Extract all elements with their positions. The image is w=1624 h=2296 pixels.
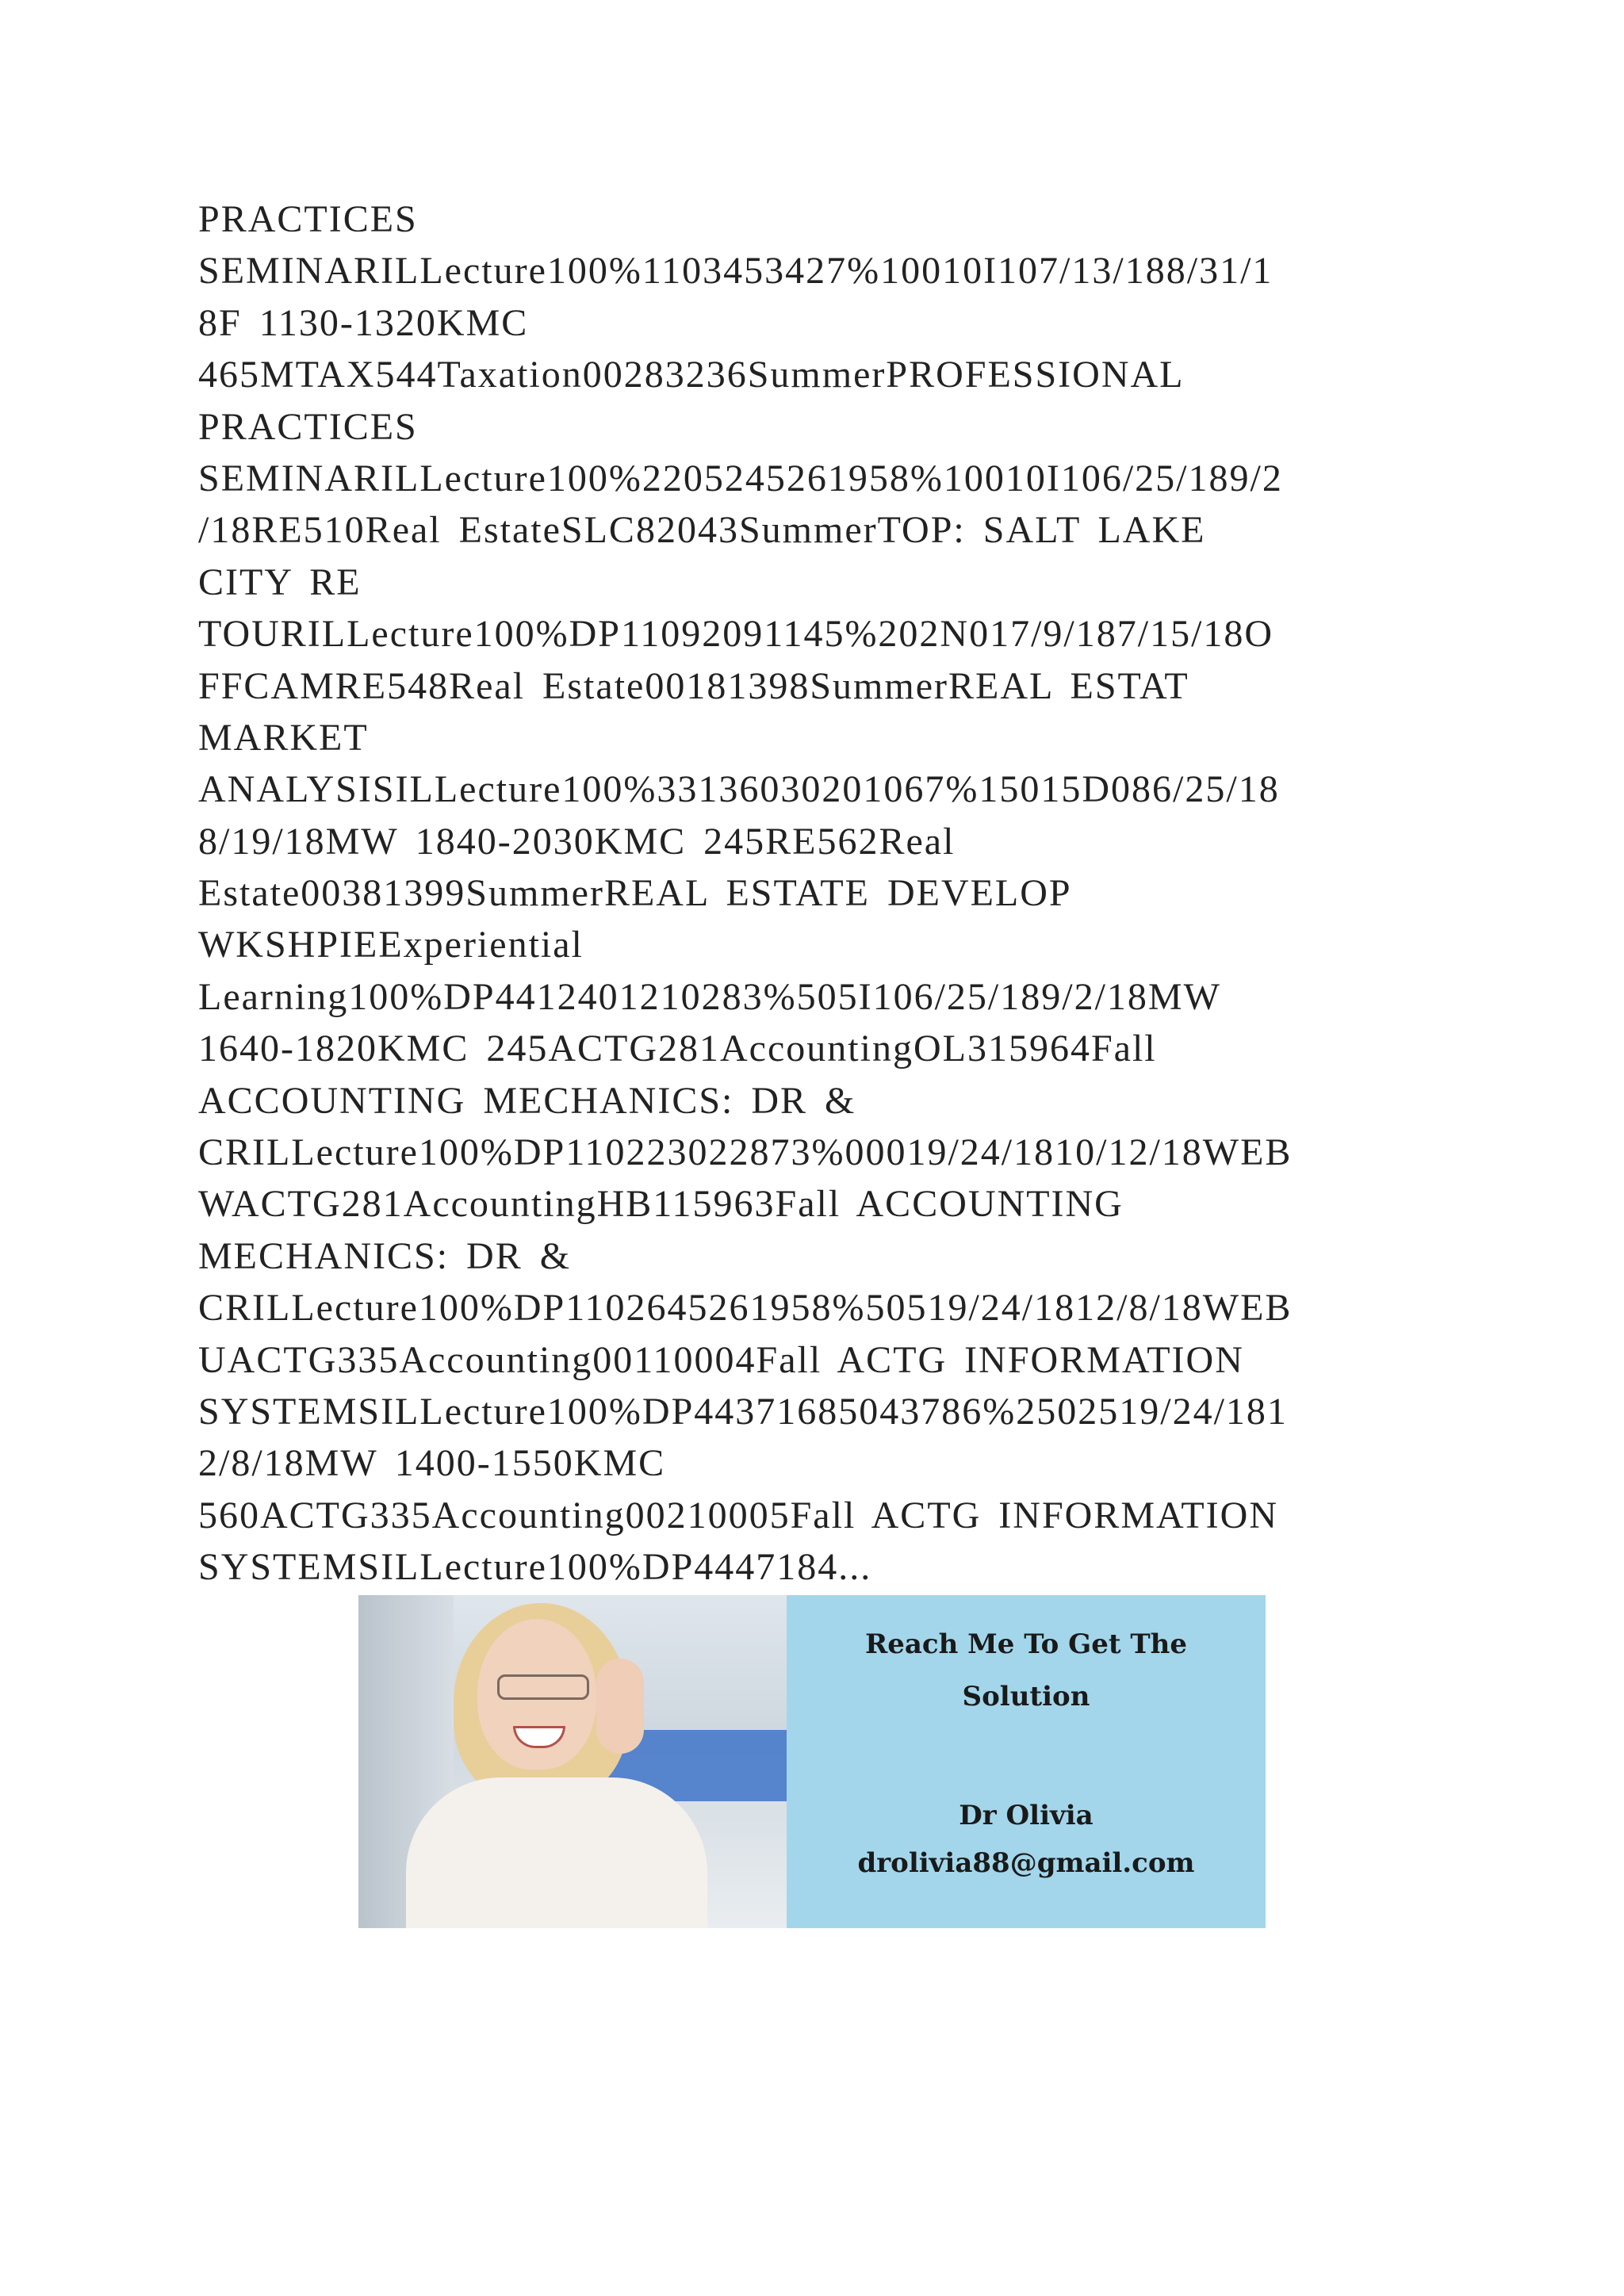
text-line: 1640-1820KMC 245ACTG281AccountingOL315964Fall <box>198 1027 1157 1070</box>
text-line: SYSTEMSILLecture100%DP4447184... <box>198 1546 872 1589</box>
text-line: SEMINARILLecture100%2205245261958%10010I106/25/189/2 <box>198 457 1283 499</box>
text-line: 8F 1130-1320KMC <box>198 301 529 344</box>
text-line: WACTG281AccountingHB115963Fall ACCOUNTING <box>198 1183 1124 1226</box>
woman-photo <box>358 1595 787 1928</box>
ad-contact-name: Dr Olivia <box>959 1800 1094 1831</box>
text-line: TOURILLecture100%DP11092091145%202N017/9/187/15/18O <box>198 613 1274 656</box>
text-line: ACCOUNTING MECHANICS: DR & <box>198 1079 856 1122</box>
contact-ad-banner[interactable] <box>358 1595 1266 1928</box>
text-line: CITY RE <box>198 561 362 603</box>
photo-body <box>406 1777 707 1928</box>
text-line: Learning100%DP4412401210283%505I106/25/189/2/18MW <box>198 975 1221 1018</box>
text-line: 465MTAX544Taxation00283236SummerPROFESSIONAL <box>198 354 1185 396</box>
text-line: 560ACTG335Accounting00210005Fall ACTG INFORMATION <box>198 1494 1278 1536</box>
text-line: 8/19/18MW 1840-2030KMC 245RE562Real <box>198 820 956 863</box>
text-line: SYSTEMSILLecture100%DP44371685043786%2502519/24/181 <box>198 1390 1288 1433</box>
text-line: WKSHPIEExperiential <box>198 924 584 966</box>
text-line: 2/8/18MW 1400-1550KMC <box>198 1442 666 1485</box>
text-line: /18RE510Real EstateSLC82043SummerTOP: SALT LAKE <box>198 509 1206 552</box>
text-line: UACTG335Accounting00110004Fall ACTG INFORMATION <box>198 1338 1244 1381</box>
text-line: SEMINARILLecture100%1103453427%10010I107/13/188/31/1 <box>198 250 1274 293</box>
text-line: PRACTICES <box>198 405 418 448</box>
ad-contact-email[interactable]: drolivia88@gmail.com <box>857 1847 1195 1879</box>
photo-hand <box>596 1659 644 1754</box>
photo-glasses <box>497 1674 589 1700</box>
ad-info-panel <box>787 1595 1266 1928</box>
text-line: PRACTICES <box>198 198 418 240</box>
text-line: Estate00381399SummerREAL ESTATE DEVELOP <box>198 872 1072 915</box>
document-text <box>198 193 1483 1594</box>
text-line: CRILLecture100%DP110223022873%00019/24/1810/12/18WEB <box>198 1131 1293 1174</box>
text-line: ANALYSISILLecture100%33136030201067%15015D086/25/18 <box>198 768 1280 811</box>
ad-headline: Reach Me To Get The <box>864 1628 1188 1660</box>
text-line: MECHANICS: DR & <box>198 1234 572 1277</box>
text-line: FFCAMRE548Real Estate00181398SummerREAL ESTAT <box>198 664 1189 707</box>
text-line: CRILLecture100%DP1102645261958%50519/24/1812/8/18WEB <box>198 1287 1293 1330</box>
ad-headline-2: Solution <box>962 1681 1090 1712</box>
text-line: MARKET <box>198 716 369 759</box>
